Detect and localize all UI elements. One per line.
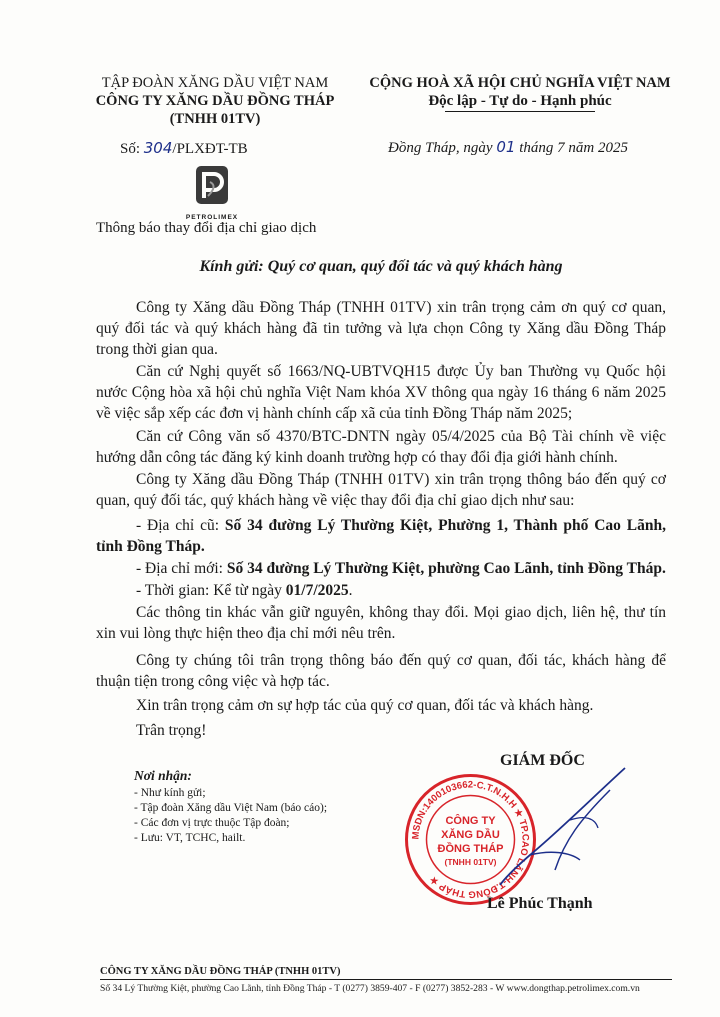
date-line: Đồng Tháp, ngày 01 tháng 7 năm 2025 xyxy=(388,138,628,156)
petrolimex-logo-icon xyxy=(180,164,244,208)
salutation: Kính gửi: Quý cơ quan, quý đối tác và quý khách hàng xyxy=(199,258,563,275)
recipient-item: - Tập đoàn Xăng dầu Việt Nam (báo cáo); xyxy=(134,802,328,814)
company-name: CÔNG TY XĂNG DẦU ĐỒNG THÁP xyxy=(95,93,335,109)
paragraph-4: Công ty Xăng dầu Đồng Tháp (TNHH 01TV) xin trân trọng thông báo đến quý cơ quan, quý đối tác, quý khách hàng về việc thay đổi địa chỉ giao dịch như sau: xyxy=(96,471,666,509)
paragraph-5: Các thông tin khác vẫn giữ nguyên, không thay đổi. Mọi giao dịch, liên hệ, thư tín xin vui lòng thực hiện theo địa chỉ mới nêu trên. xyxy=(96,604,666,642)
national-title: CỘNG HOÀ XÃ HỘI CHỦ NGHĨA VIỆT NAM xyxy=(369,75,671,91)
recipients xyxy=(134,768,327,846)
recipient-item: - Các đơn vị trực thuộc Tập đoàn; xyxy=(134,817,290,829)
stamp-line: XĂNG DẦU xyxy=(441,829,500,841)
signer-name: Lê Phúc Thạnh xyxy=(487,895,593,912)
old-address: - Địa chỉ cũ: Số 34 đường Lý Thường Kiệt, Phường 1, Thành phố Cao Lãnh, tỉnh Đồng Tháp. xyxy=(96,517,666,555)
header-right xyxy=(350,74,690,112)
stamp-ring-text: MSDN:1400103662-C.T.N.H.H ★ TP.CAO LÃNH-T.ĐỒNG THÁP ★ xyxy=(410,779,531,900)
stamp-line: (TNHH 01TV) xyxy=(444,857,497,867)
recipient-item: - Như kính gửi; xyxy=(134,787,206,799)
date-day-handwritten: 01 xyxy=(496,138,516,156)
stamp-line: ĐỒNG THÁP xyxy=(437,843,504,855)
stamp-line: CÔNG TY xyxy=(445,815,496,827)
paragraph-6: Công ty chúng tôi trân trọng thông báo đến quý cơ quan, đối tác, khách hàng để thuận tiện trong công việc và hợp tác. xyxy=(96,652,666,690)
recipients-title: Nơi nhận: xyxy=(134,768,192,783)
paragraph-2: Căn cứ Nghị quyết số 1663/NQ-UBTVQH15 được Ủy ban Thường vụ Quốc hội nước Cộng hòa xã hội chủ nghĩa Việt Nam khóa XV thông qua ngày 16 tháng 6 năm 2025 về việc sắp xếp các đơn vị hành chính cấp xã của tỉnh Đồng Tháp năm 2025; xyxy=(96,363,666,422)
effective-time: - Thời gian: Kể từ ngày 01/7/2025. xyxy=(136,582,353,599)
paragraph-3: Căn cứ Công văn số 4370/BTC-DNTN ngày 05/4/2025 của Bộ Tài chính về việc hướng dẫn công tác đăng ký kinh doanh trường hợp có thay đổi địa giới hành chính. xyxy=(96,428,666,466)
paragraph-7: Xin trân trọng cảm ơn sự hợp tác của quý cơ quan, đối tác và khách hàng. xyxy=(136,697,594,714)
signer-title: GIÁM ĐỐC xyxy=(500,752,585,769)
header-left xyxy=(70,74,360,128)
footer-company: CÔNG TY XĂNG DẦU ĐỒNG THÁP (TNHH 01TV) xyxy=(100,966,341,977)
subject: Thông báo thay đổi địa chỉ giao dịch xyxy=(96,220,317,236)
company-type: (TNHH 01TV) xyxy=(169,111,261,127)
recipient-item: - Lưu: VT, TCHC, hailt. xyxy=(134,832,246,844)
new-address: - Địa chỉ mới: Số 34 đường Lý Thường Kiệt, phường Cao Lãnh, tỉnh Đồng Tháp. xyxy=(136,560,666,577)
closing: Trân trọng! xyxy=(136,722,207,739)
old-address-value: Số 34 đường Lý Thường Kiệt, Phường 1, Thành phố Cao Lãnh, tỉnh Đồng Tháp. xyxy=(96,517,666,555)
effective-date: 01/7/2025 xyxy=(285,582,349,599)
doc-number: Số: 304/PLXĐT-TB xyxy=(120,139,248,157)
paragraph-1: Công ty Xăng dầu Đồng Tháp (TNHH 01TV) xin trân trọng cảm ơn quý cơ quan, quý đối tác và quý khách hàng đã tin tưởng và lựa chọn Công ty Xăng dầu Đồng Tháp trong thời gian qua. xyxy=(96,299,666,358)
new-address-value: Số 34 đường Lý Thường Kiệt, phường Cao Lãnh, tỉnh Đồng Tháp. xyxy=(226,560,666,577)
footer xyxy=(100,965,672,995)
footer-divider xyxy=(100,979,672,980)
motto-underline xyxy=(445,111,595,112)
petrolimex-logo xyxy=(180,164,244,220)
parent-org: TẬP ĐOÀN XĂNG DẦU VIỆT NAM xyxy=(101,75,329,91)
doc-number-handwritten: 304 xyxy=(143,139,173,157)
logo-text: PETROLIMEX xyxy=(185,214,239,221)
handwritten-signature xyxy=(470,760,640,895)
motto: Độc lập - Tự do - Hạnh phúc xyxy=(428,93,612,109)
footer-address: Số 34 Lý Thường Kiệt, phường Cao Lãnh, tỉnh Đồng Tháp - T (0277) 3859-407 - F (0277) 3852-283 - W www.dongthap.petrolimex.com.vn xyxy=(100,983,640,994)
